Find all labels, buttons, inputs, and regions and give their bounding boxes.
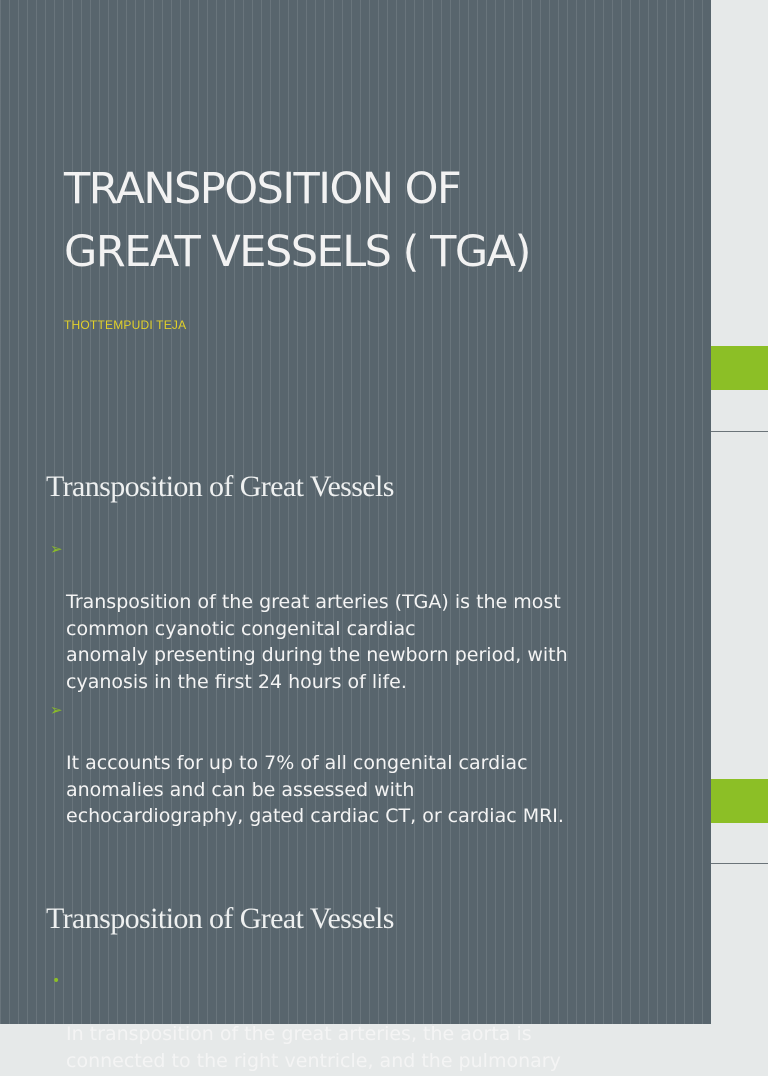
slide-side-panel [711,864,768,1024]
slide-heading: Transposition of Great Vessels [46,470,394,503]
slide-anatomy [0,864,711,1072]
accent-bar [711,779,768,823]
bullet-item [48,968,688,1074]
bullet-text: In transposition of the great arteries, the aorta is connected to the right ventricle, and the pulmonary [66,1023,561,1072]
bullet-list [48,968,688,1076]
slide-overview [0,432,711,864]
bullet-text: Transposition of the great arteries (TGA) is the most common cyanotic congenital cardiac anomaly presenting during the newborn period, with cyanosis in the first 24 hours of life. [66,591,568,693]
dot-bullet-icon: • [52,973,61,989]
presentation-title: TRANSPOSITION OF GREAT VESSELS ( TGA) [64,164,530,277]
slide-side-panel [711,432,768,864]
accent-bar [711,346,768,390]
bullet-item [48,536,688,695]
slide-side-panel [711,0,768,432]
arrow-bullet-icon: ➢ [50,701,63,719]
arrow-bullet-icon: ➢ [50,540,63,558]
bullet-item [48,697,688,830]
bullet-list [48,536,688,832]
author-name: THOTTEMPUDI TEJA [64,318,187,332]
bullet-text: It accounts for up to 7% of all congenital cardiac anomalies and can be assessed with echocardiography, gated cardiac CT, or cardiac MRI. [66,752,564,827]
slide-title [0,0,711,432]
slide-heading: Transposition of Great Vessels [46,902,394,935]
